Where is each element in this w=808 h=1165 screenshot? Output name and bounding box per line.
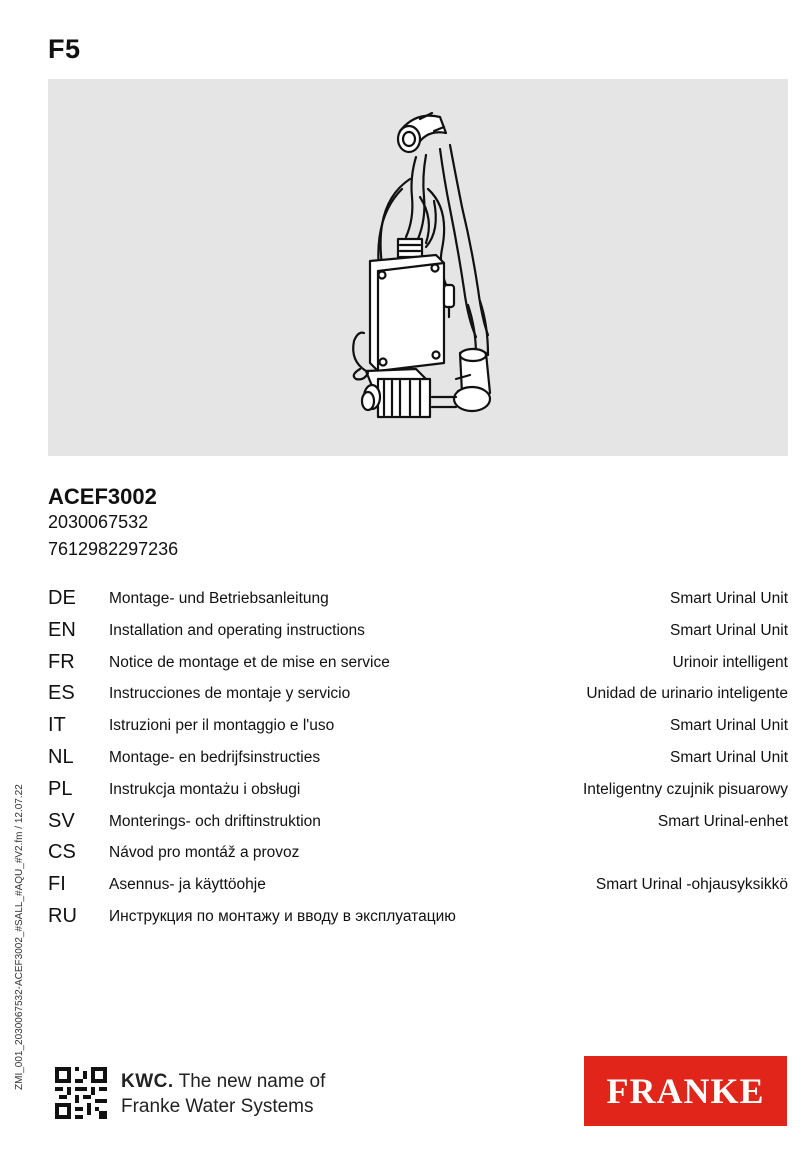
- language-code: CS: [48, 841, 76, 864]
- manual-title: Notice de montage et de mise en service: [109, 653, 390, 671]
- product-description: Unidad de urinario inteligente: [586, 685, 788, 703]
- language-row-sv: [48, 808, 788, 840]
- qr-code-icon: [55, 1067, 107, 1119]
- language-list: [48, 585, 788, 935]
- manual-title: Návod pro montáž a provoz: [109, 844, 300, 862]
- franke-logo: [584, 1056, 787, 1126]
- model-code: F5: [48, 34, 81, 64]
- language-row-pl: [48, 776, 788, 808]
- language-code: NL: [48, 745, 74, 768]
- product-description: Smart Urinal Unit: [670, 590, 788, 607]
- language-row-it: [48, 712, 788, 744]
- language-row-es: [48, 680, 788, 712]
- product-illustration: [48, 79, 788, 456]
- language-row-nl: [48, 744, 788, 776]
- product-name: ACEF3002: [48, 484, 157, 509]
- language-row-de: [48, 585, 788, 617]
- product-description: Smart Urinal Unit: [670, 717, 788, 735]
- product-description: Smart Urinal Unit: [670, 748, 788, 766]
- language-code: ES: [48, 682, 75, 705]
- kwc-brand: KWC.: [121, 1071, 174, 1092]
- product-description: Smart Urinal Unit: [670, 621, 788, 639]
- language-code: SV: [48, 809, 75, 832]
- franke-logo-text: FRANKE: [606, 1071, 765, 1111]
- product-description: Smart Urinal -ohjausyksikkö: [595, 876, 788, 894]
- language-row-en: [48, 617, 788, 649]
- manual-title: Instrukcja montażu i obsługi: [109, 780, 301, 798]
- language-code: PL: [48, 777, 73, 800]
- manual-title: Istruzioni per il montaggio e l'uso: [109, 717, 335, 735]
- language-code: EN: [48, 618, 76, 641]
- article-number: 2030067532: [48, 512, 149, 532]
- language-code: DE: [48, 587, 76, 609]
- document-reference: ZMI_001_2030067532-ACEF3002_#SALL_#AQU_#V2.fm / 12.07.22: [14, 784, 25, 1090]
- manual-title: Montage- en bedrijfsinstructies: [109, 748, 321, 766]
- kwc-tagline-line1: The new name of: [173, 1071, 326, 1092]
- language-row-fi: [48, 871, 788, 903]
- urinal-control-unit-illustration-icon: [48, 79, 788, 456]
- language-code: FI: [48, 873, 66, 896]
- ean-number: 7612982297236: [48, 539, 179, 559]
- language-code: FR: [48, 650, 75, 673]
- kwc-tagline: [121, 1069, 325, 1119]
- manual-title: Montage- und Betriebsanleitung: [109, 590, 329, 607]
- language-row-ru: [48, 903, 788, 935]
- manual-title: Asennus- ja käyttöohje: [109, 876, 266, 894]
- language-code: RU: [48, 904, 77, 927]
- manual-title: Installation and operating instructions: [109, 621, 365, 639]
- product-description: Inteligentny czujnik pisuarowy: [582, 780, 788, 798]
- manual-title: Инструкция по монтажу и вводу в эксплуатацию: [109, 907, 456, 925]
- language-code: IT: [48, 714, 66, 737]
- product-description: Smart Urinal-enhet: [657, 812, 788, 830]
- manual-title: Instrucciones de montaje y servicio: [109, 685, 351, 703]
- product-description: Urinoir intelligent: [672, 653, 788, 671]
- language-row-fr: [48, 649, 788, 681]
- language-row-cs: [48, 839, 788, 871]
- manual-title: Monterings- och driftinstruktion: [109, 812, 321, 830]
- kwc-tagline-line2: Franke Water Systems: [121, 1096, 314, 1117]
